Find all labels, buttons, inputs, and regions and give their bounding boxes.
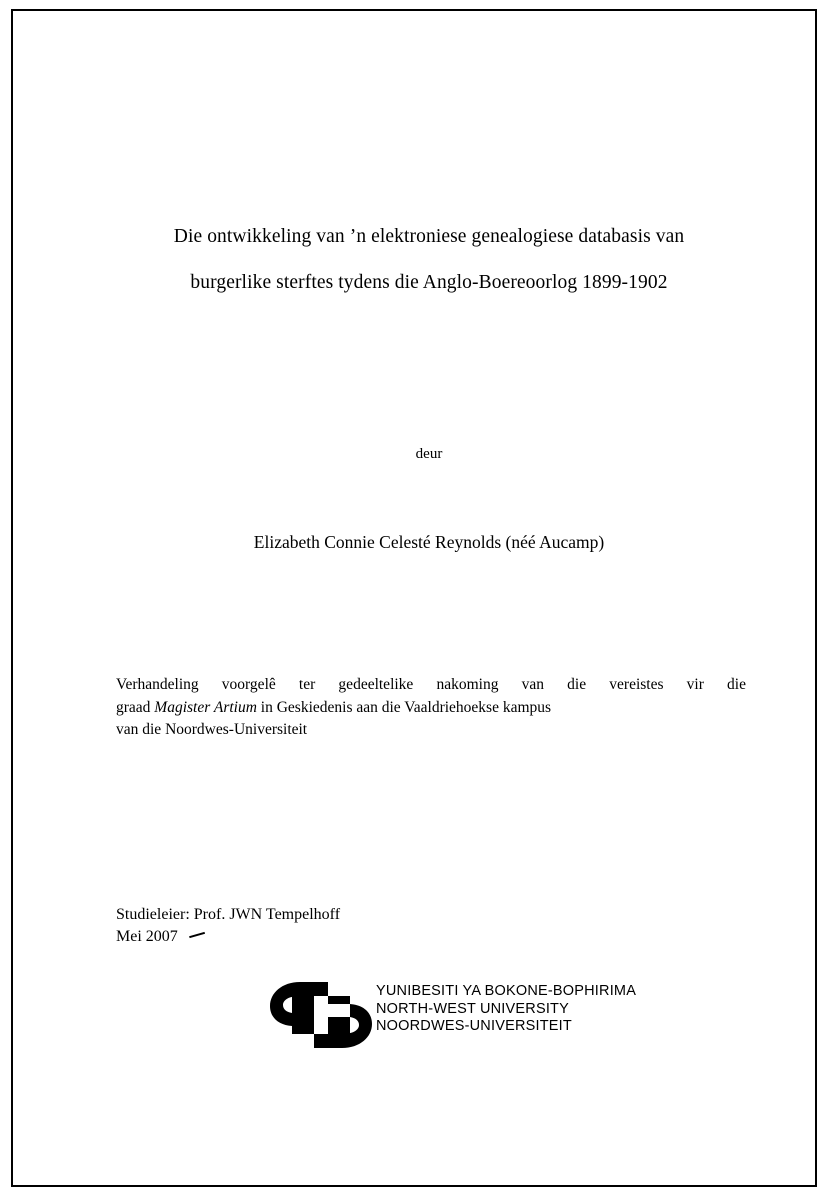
degree-name-italic: Magister Artium (154, 698, 257, 716)
university-logo (263, 971, 637, 1061)
by-label: deur (415, 446, 443, 462)
author-name: Elizabeth Connie Celesté Reynolds (néé Aucamp) (253, 532, 605, 552)
degree-statement-line-2 (116, 697, 746, 720)
degree-statement-line-2-after: in Geskiedenis aan die Vaaldriehoekse kampus (256, 698, 552, 716)
university-name-setswana: YUNIBESITI YA BOKONE-BOPHIRIMA (376, 983, 637, 999)
page-title-line-1: Die ontwikkeling van ’n elektroniese genealogiese databasis van (173, 226, 685, 247)
supervisor-name: Studieleier: Prof. JWN Tempelhoff (116, 906, 341, 923)
supervisor-block (116, 904, 746, 948)
degree-statement-line-2-before: graad (116, 698, 155, 716)
page-title (109, 214, 749, 306)
university-name-afrikaans: NOORDWES-UNIVERSITEIT (376, 1018, 572, 1034)
university-name-english: NORTH-WEST UNIVERSITY (376, 1000, 569, 1017)
submission-date (116, 926, 746, 948)
page-title-line-2: burgerlike sterftes tydens die Anglo-Boereoorlog 1899-1902 (190, 272, 668, 293)
degree-statement (116, 674, 746, 742)
north-west-university-logo-icon (266, 976, 376, 1054)
degree-statement-line-3: van die Noordwes-Universiteit (116, 721, 308, 738)
university-logo-text (376, 983, 636, 1036)
thesis-title-page (13, 11, 815, 1185)
degree-statement-line-1: Verhandeling voorgelê ter gedeeltelike nakoming van die vereistes vir die (116, 676, 746, 693)
submission-date-text: Mei 2007 (116, 928, 178, 945)
